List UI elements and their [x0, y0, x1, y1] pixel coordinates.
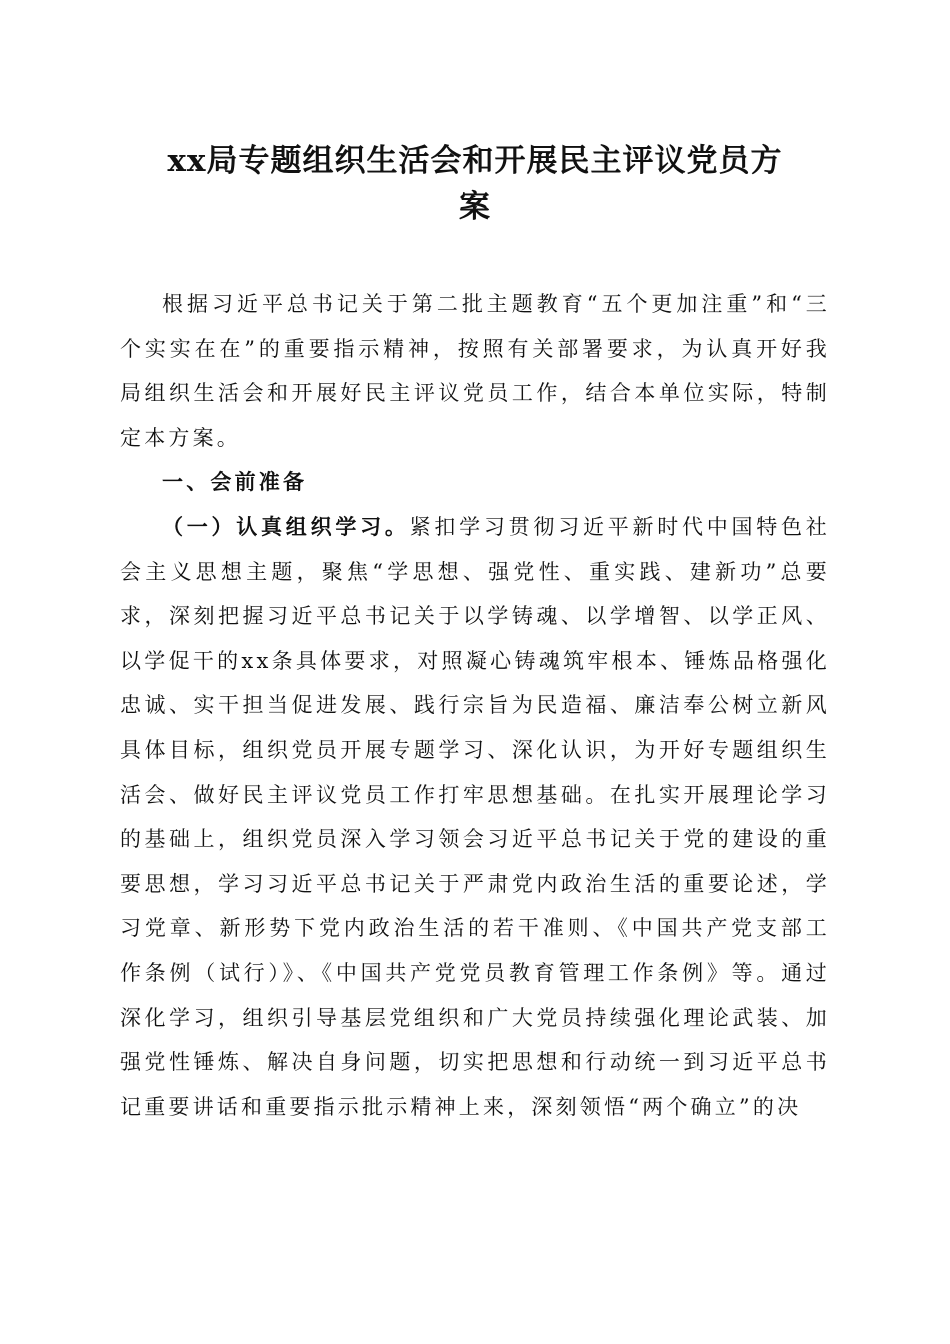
- document-title: [110, 138, 840, 230]
- title-line-1: xx局专题组织生活会和开展民主评议党员方: [167, 143, 783, 179]
- document-body: [120, 282, 830, 1129]
- item-heading: （一）认真组织学习。: [162, 513, 410, 539]
- section-heading: 一、会前准备: [162, 470, 308, 495]
- intro-paragraph: 根据习近平总书记关于第二批主题教育“五个更加注重”和“三个实实在在”的重要指示精神，按照有关部署要求，为认真开好我局组织生活会和开展好民主评议党员工作，结合本单位实际，特制定本方案。: [120, 292, 830, 450]
- item-text: 紧扣学习贯彻习近平新时代中国特色社会主义思想主题，聚焦“学思想、强党性、重实践、建新功”总要求，深刻把握习近平总书记关于以学铸魂、以学增智、以学正风、以学促干的xx条具体要求，对照凝心铸魂筑牢根本、锤炼品格强化忠诚、实干担当促进发展、践行宗旨为民造福、廉洁奉公树立新风具体目标，组织党员开展专题学习、深化认识，为开好专题组织生活会、做好民主评议党员工作打牢思想基础。在扎实开展理论学习的基础上，组织党员深入学习领会习近平总书记关于党的建设的重要思想，学习习近平总书记关于严肃党内政治生活的重要论述，学习党章、新形势下党内政治生活的若干准则、《中国共产党支部工作条例（试行）》、《中国共产党党员教育管理工作条例》等。通过深化学习，组织引导基层党组织和广大党员持续强化理论武装、加强党性锤炼、解决自身问题，切实把思想和行动统一到习近平总书记重要讲话和重要指示批示精神上来，深刻领悟“两个确立”的决: [120, 514, 831, 1119]
- item-paragraph: [120, 505, 830, 1129]
- title-line-2: 案: [459, 189, 491, 225]
